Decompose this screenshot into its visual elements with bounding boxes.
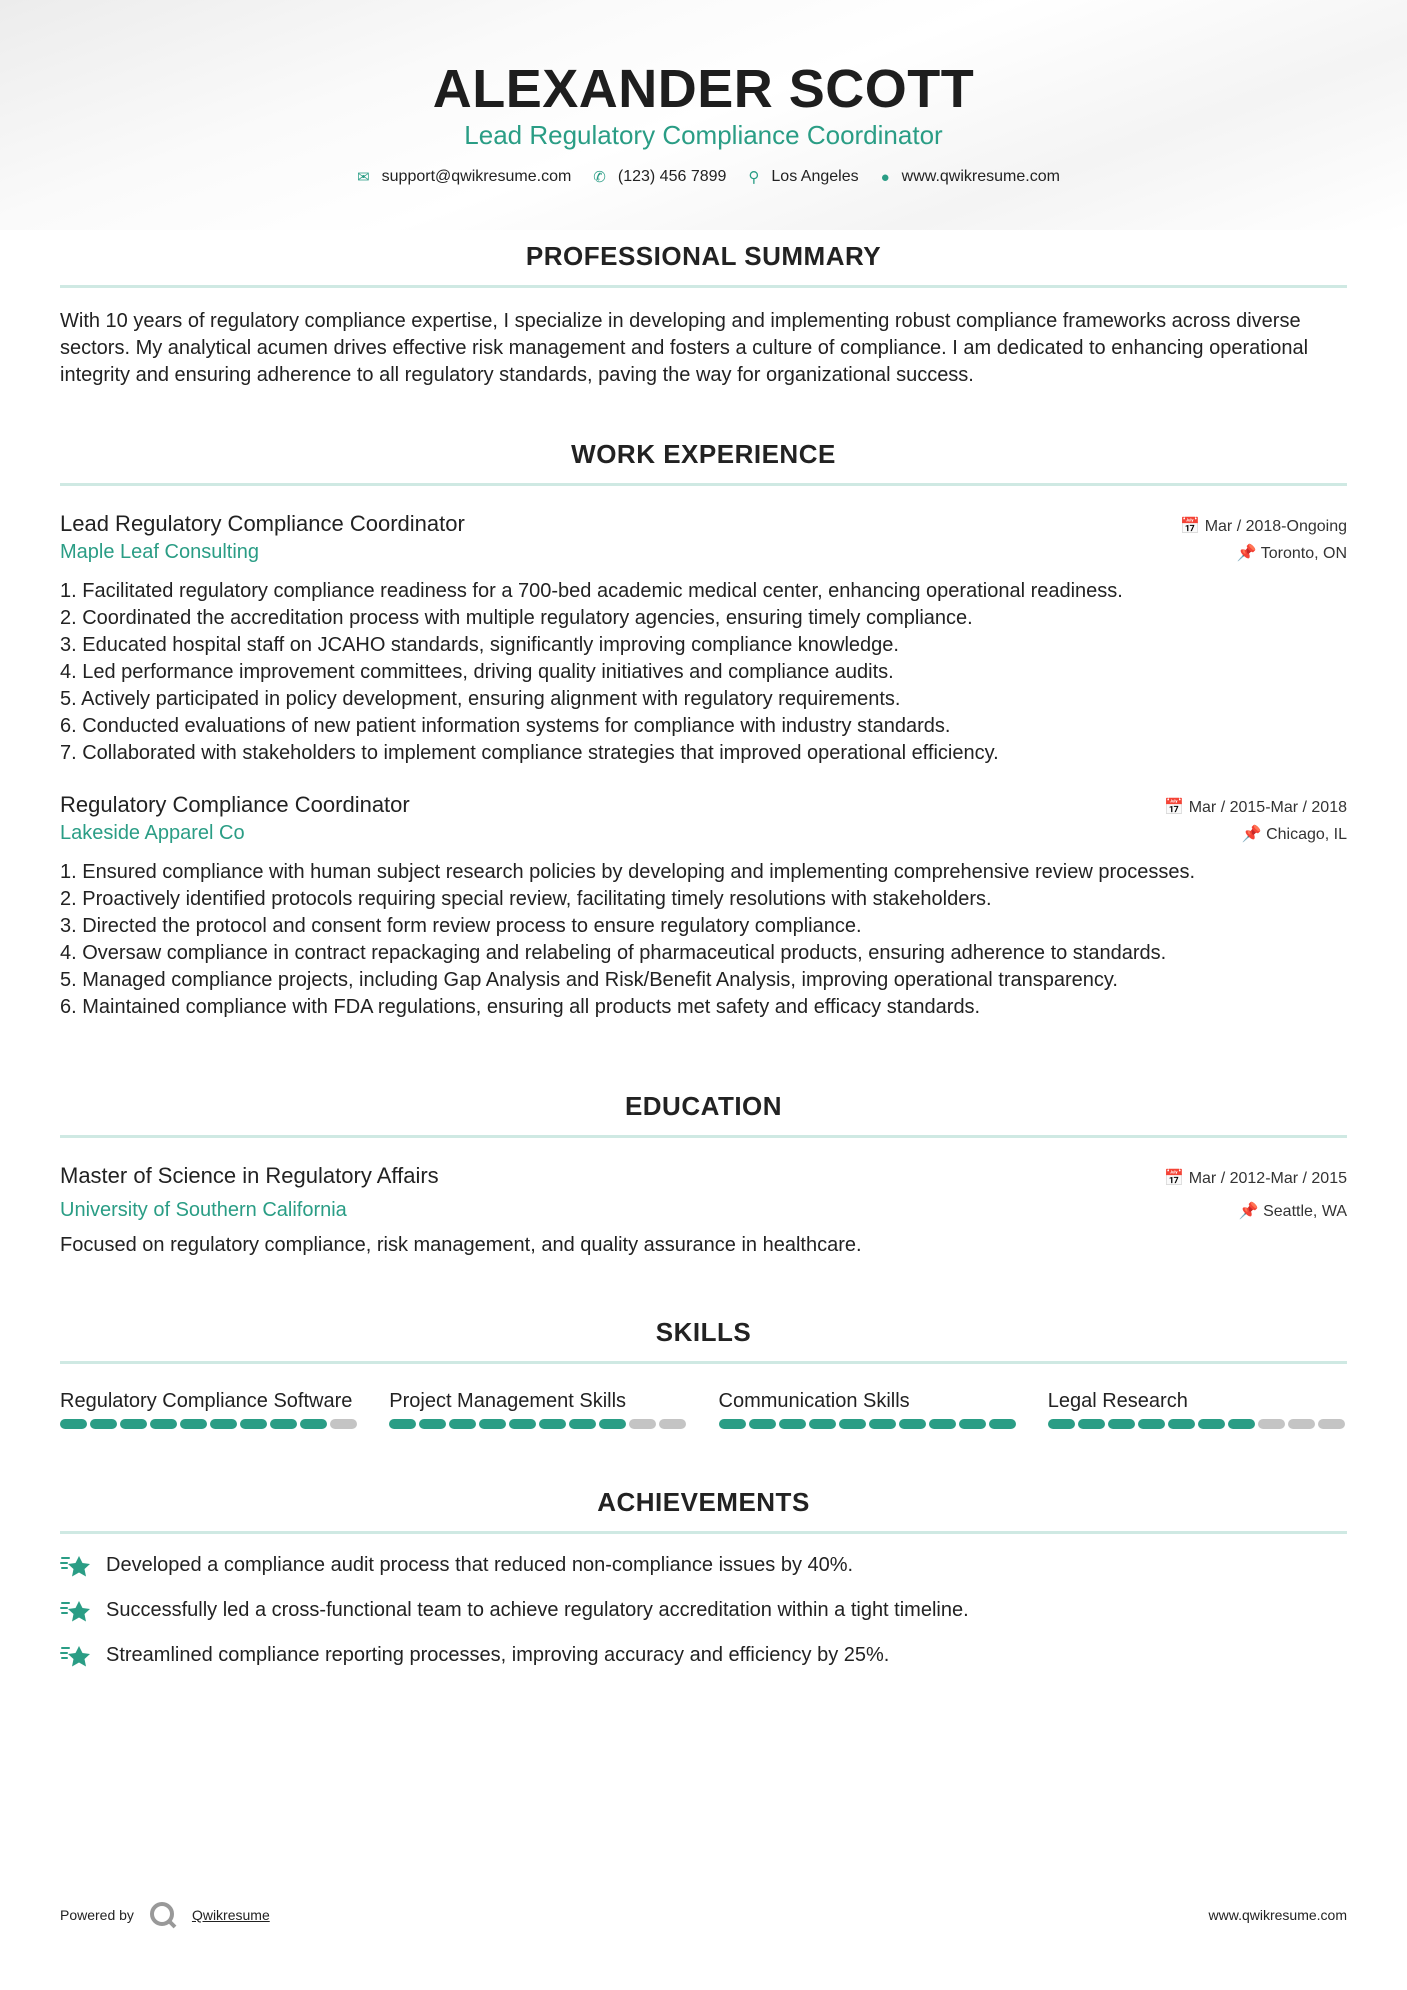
bullet: 1. Ensured compliance with human subject research policies by developing and implementing comprehensive review processes. <box>60 861 1196 883</box>
achievement-text: Successfully led a cross-functional team to achieve regulatory accreditation within a tight timeline. <box>106 1599 969 1621</box>
skill-segment-filled <box>479 1419 506 1429</box>
skill-segment-filled <box>899 1419 926 1429</box>
edu-dates: Mar / 2012-Mar / 2015 <box>1188 1170 1347 1187</box>
divider <box>60 483 1347 486</box>
candidate-title: Lead Regulatory Compliance Coordinator <box>464 120 943 150</box>
skill-level-bar <box>719 1419 1018 1429</box>
achievements-heading: ACHIEVEMENTS <box>597 1487 810 1517</box>
job-location: Toronto, ON <box>1260 545 1347 562</box>
job-title: Lead Regulatory Compliance Coordinator <box>60 511 465 536</box>
skill-name: Regulatory Compliance Software <box>60 1390 353 1412</box>
job-entry <box>60 791 1347 1021</box>
edu-description: Focused on regulatory compliance, risk management, and quality assurance in healthcare. <box>60 1234 862 1256</box>
edu-location: Seattle, WA <box>1263 1203 1347 1220</box>
skill-level-bar <box>60 1419 359 1429</box>
qwikresume-logo-icon <box>148 1900 178 1930</box>
divider <box>60 1135 1347 1138</box>
skill-name: Project Management Skills <box>389 1390 627 1412</box>
skill-segment-filled <box>449 1419 476 1429</box>
skill-item <box>1048 1388 1347 1429</box>
experience-heading: WORK EXPERIENCE <box>571 439 836 469</box>
skill-segment-filled <box>389 1419 416 1429</box>
skill-segment-filled <box>869 1419 896 1429</box>
qwikresume-link[interactable]: Qwikresume <box>191 1907 270 1923</box>
skill-segment-filled <box>929 1419 956 1429</box>
job-bullets <box>60 578 1347 767</box>
bullet: 3. Directed the protocol and consent form review process to ensure regulatory compliance. <box>60 915 862 937</box>
skill-segment-filled <box>959 1419 986 1429</box>
skill-segment-filled <box>989 1419 1016 1429</box>
skill-segment-filled <box>509 1419 536 1429</box>
bullet: 5. Managed compliance projects, including Gap Analysis and Risk/Benefit Analysis, improving operational transparency. <box>60 969 1118 991</box>
skill-segment-empty <box>1258 1419 1285 1429</box>
skill-item <box>719 1388 1018 1429</box>
bullet: 4. Oversaw compliance in contract repackaging and relabeling of pharmaceutical products, ensuring adherence to standards. <box>60 942 1167 964</box>
job-bullets <box>60 859 1347 1021</box>
email-icon: ✉ <box>357 169 370 186</box>
bullet: 4. Led performance improvement committees, driving quality initiatives and compliance audits. <box>60 661 894 683</box>
education-heading: EDUCATION <box>624 1091 783 1121</box>
skill-segment-filled <box>180 1419 207 1429</box>
skill-level-bar <box>1048 1419 1347 1429</box>
footer <box>60 1900 1347 1930</box>
skill-segment-filled <box>120 1419 147 1429</box>
skill-name: Legal Research <box>1047 1390 1188 1412</box>
skill-segment-filled <box>1198 1419 1225 1429</box>
skill-item <box>389 1388 688 1429</box>
skill-segment-filled <box>1168 1419 1195 1429</box>
summary-heading: PROFESSIONAL SUMMARY <box>525 241 882 271</box>
skill-segment-filled <box>749 1419 776 1429</box>
achievements-list <box>60 1552 1347 1669</box>
location: Los Angeles <box>771 168 859 185</box>
skill-segment-filled <box>90 1419 117 1429</box>
skill-segment-filled <box>599 1419 626 1429</box>
pin-icon: 📌 <box>1241 826 1267 843</box>
star-icon <box>60 1553 92 1579</box>
company: Maple Leaf Consulting <box>60 541 260 563</box>
skill-name: Communication Skills <box>718 1390 910 1412</box>
skill-segment-filled <box>300 1419 327 1429</box>
skill-segment-filled <box>1228 1419 1255 1429</box>
candidate-name: ALEXANDER SCOTT <box>432 59 975 119</box>
bullet: 1. Facilitated regulatory compliance readiness for a 700-bed academic medical center, enhancing operational readiness. <box>60 580 1123 602</box>
skill-segment-filled <box>719 1419 746 1429</box>
contact-bar <box>60 168 1347 186</box>
website[interactable]: www.qwikresume.com <box>901 168 1060 185</box>
job-location: Chicago, IL <box>1266 826 1347 843</box>
bullet: 2. Coordinated the accreditation process with multiple regulatory agencies, ensuring timely compliance. <box>60 607 973 629</box>
skill-segment-filled <box>779 1419 806 1429</box>
skills-list <box>60 1388 1347 1429</box>
divider <box>60 1361 1347 1364</box>
achievement-item <box>60 1597 1347 1624</box>
job-entry <box>60 510 1347 767</box>
job-title: Regulatory Compliance Coordinator <box>60 792 410 817</box>
star-icon <box>60 1643 92 1669</box>
skill-segment-empty <box>659 1419 686 1429</box>
bullet: 3. Educated hospital staff on JCAHO standards, significantly improving compliance knowledge. <box>60 634 899 656</box>
skill-level-bar <box>389 1419 688 1429</box>
skills-heading: SKILLS <box>655 1317 752 1347</box>
achievement-text: Streamlined compliance reporting processes, improving accuracy and efficiency by 25%. <box>106 1644 890 1666</box>
degree: Master of Science in Regulatory Affairs <box>60 1163 439 1188</box>
skill-segment-empty <box>330 1419 357 1429</box>
skill-segment-filled <box>1078 1419 1105 1429</box>
bullet: 7. Collaborated with stakeholders to implement compliance strategies that improved operational efficiency. <box>60 742 999 764</box>
footer-website[interactable]: www.qwikresume.com <box>1208 1907 1347 1923</box>
skill-segment-filled <box>839 1419 866 1429</box>
skill-segment-filled <box>539 1419 566 1429</box>
skill-segment-empty <box>629 1419 656 1429</box>
company: Lakeside Apparel Co <box>60 822 245 844</box>
pin-icon: 📌 <box>1238 1203 1264 1220</box>
calendar-icon: 📅 <box>1164 799 1189 816</box>
calendar-icon: 📅 <box>1164 1170 1189 1187</box>
star-icon <box>60 1598 92 1624</box>
skill-segment-filled <box>1048 1419 1075 1429</box>
skill-segment-filled <box>210 1419 237 1429</box>
pin-icon: 📌 <box>1236 545 1261 562</box>
skill-item <box>60 1388 359 1429</box>
school: University of Southern California <box>60 1199 347 1221</box>
skill-segment-filled <box>419 1419 446 1429</box>
skill-segment-filled <box>809 1419 836 1429</box>
education-entry <box>60 1162 1347 1259</box>
powered-by-label: Powered by <box>60 1907 134 1923</box>
location-pin-icon: ⚲ <box>748 169 760 186</box>
achievement-text: Developed a compliance audit process that reduced non-compliance issues by 40%. <box>106 1554 854 1576</box>
phone-icon: ✆ <box>593 169 606 186</box>
skill-segment-filled <box>569 1419 596 1429</box>
bullet: 6. Maintained compliance with FDA regulations, ensuring all products met safety and efficacy standards. <box>60 996 981 1018</box>
job-dates: Mar / 2018-Ongoing <box>1204 518 1347 535</box>
globe-icon: ● <box>880 168 890 186</box>
skill-segment-filled <box>150 1419 177 1429</box>
bullet: 2. Proactively identified protocols requiring special review, facilitating timely resolutions with stakeholders. <box>60 888 992 910</box>
divider <box>60 1531 1347 1534</box>
skill-segment-empty <box>1288 1419 1315 1429</box>
skill-segment-filled <box>1138 1419 1165 1429</box>
achievement-item <box>60 1642 1347 1669</box>
phone: (123) 456 7899 <box>617 168 727 185</box>
skill-segment-filled <box>60 1419 87 1429</box>
divider <box>60 285 1347 288</box>
skill-segment-filled <box>1108 1419 1135 1429</box>
skill-segment-filled <box>270 1419 297 1429</box>
calendar-icon: 📅 <box>1180 518 1205 535</box>
bullet: 5. Actively participated in policy development, ensuring alignment with regulatory requirements. <box>60 688 901 710</box>
job-dates: Mar / 2015-Mar / 2018 <box>1188 799 1347 816</box>
achievement-item <box>60 1552 1347 1579</box>
bullet: 6. Conducted evaluations of new patient information systems for compliance with industry standards. <box>60 715 951 737</box>
skill-segment-empty <box>1318 1419 1345 1429</box>
email[interactable]: support@qwikresume.com <box>381 168 572 185</box>
skill-segment-filled <box>240 1419 267 1429</box>
summary-text: With 10 years of regulatory compliance expertise, I specialize in developing and implementing robust compliance frameworks across diverse sectors. My analytical acumen drives effective risk management and fosters a culture of compliance. I am dedicated to enhancing operational integrity and ensuring adherence to all regulatory standards, paving the way for organizational success. <box>60 310 1309 386</box>
